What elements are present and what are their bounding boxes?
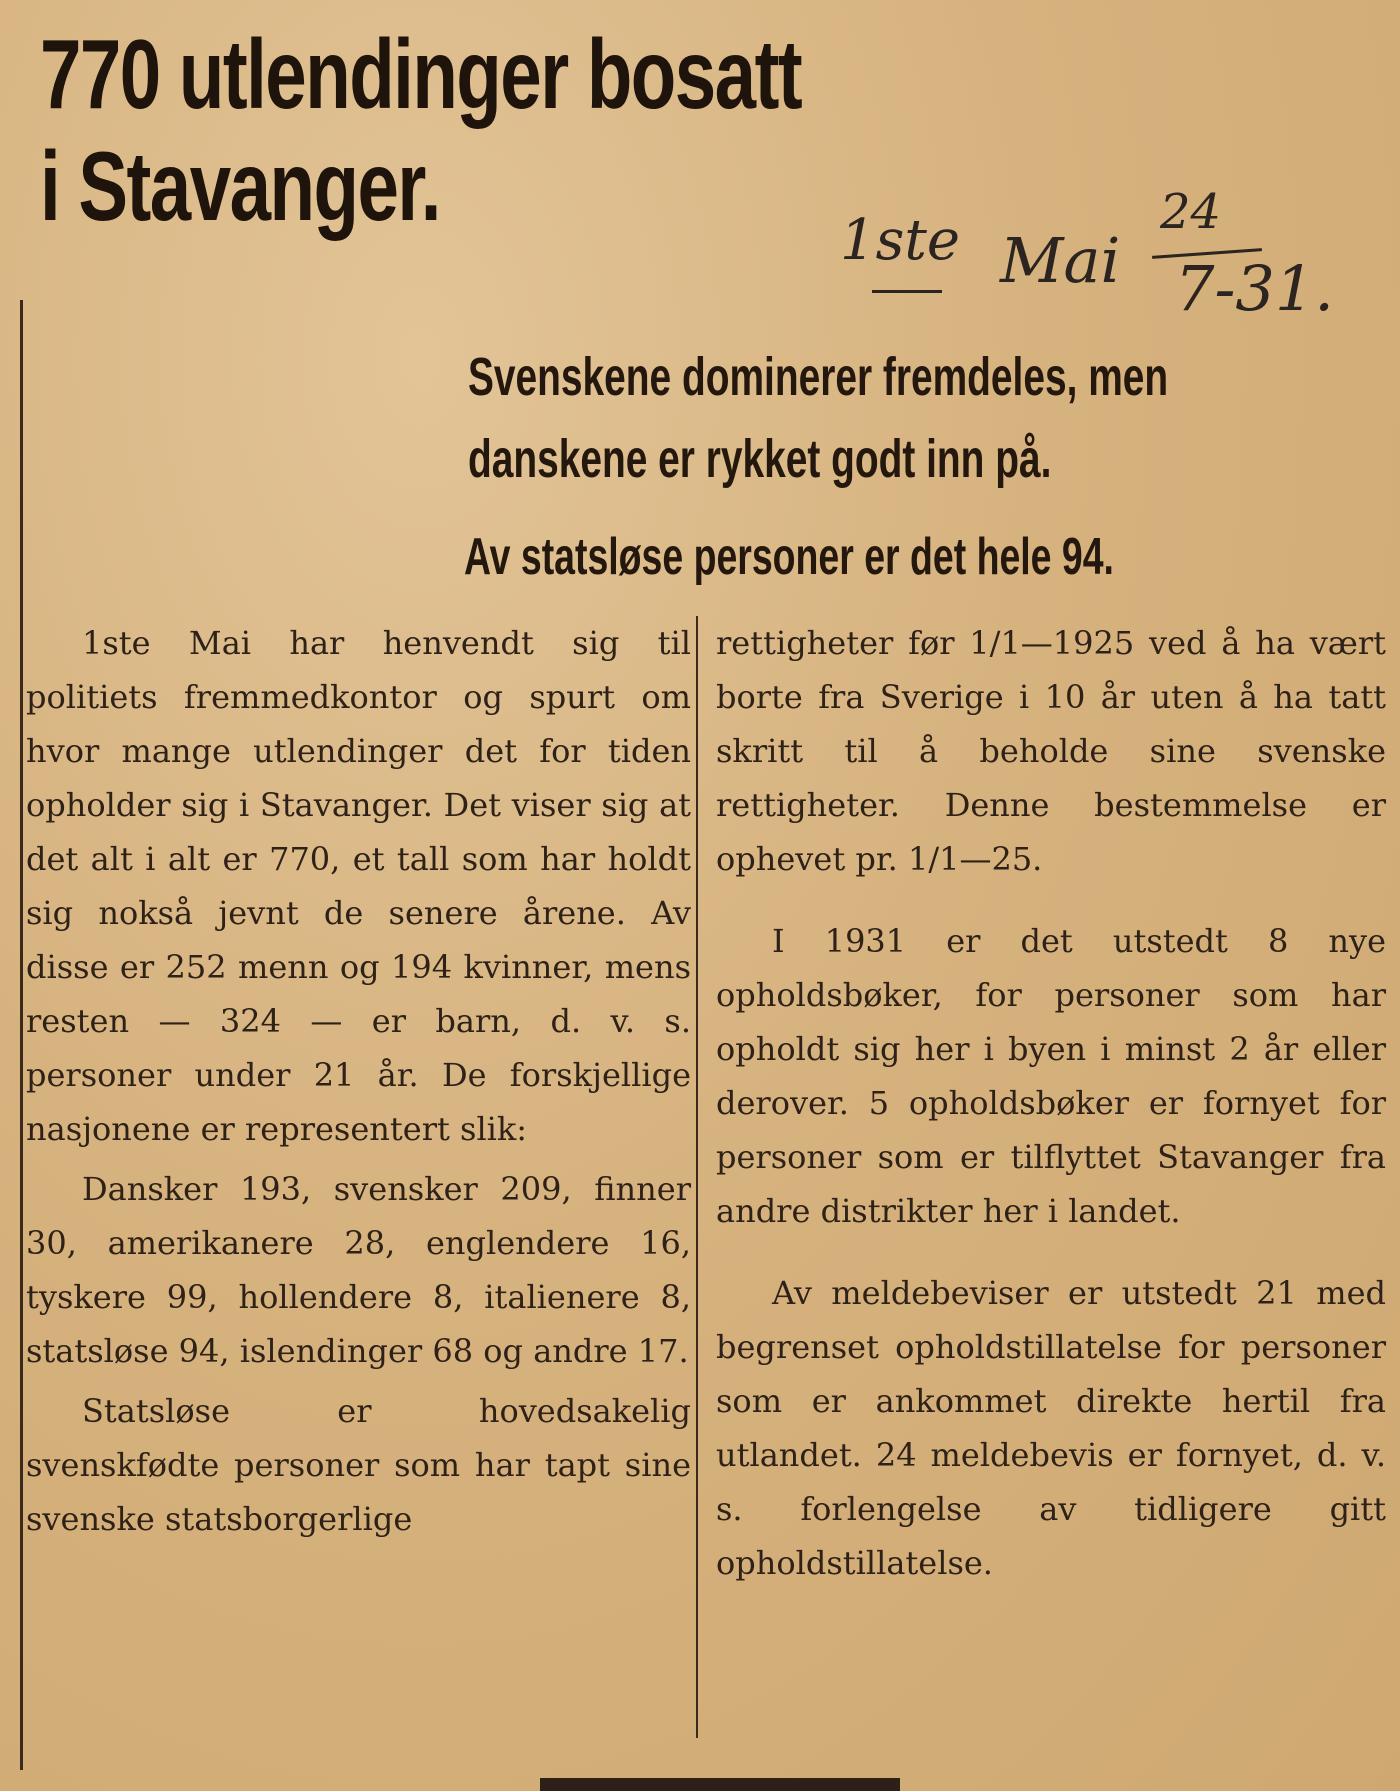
headline: [40, 18, 801, 242]
article-paragraph: Dansker 193, svensker 209, finner 30, amerikanere 28, englendere 16, tyskere 99, hollendere 8, italienere 8, statsløse 94, islendinger 68 og andre 17.: [26, 1170, 691, 1370]
handwritten-underline: [872, 290, 942, 293]
column-divider: [696, 616, 698, 1738]
handwritten-note-part-1: 1ste: [840, 208, 961, 273]
article-column-left: [26, 616, 691, 1552]
subheadline-2: Av statsløse personer er det hele 94.: [464, 528, 1114, 586]
handwritten-date-note: [830, 184, 1360, 340]
bottom-rule: [540, 1778, 900, 1791]
subheadline-line-2: danskene er rykket godt inn på.: [468, 429, 1052, 489]
handwritten-note-part-3: 24: [1160, 184, 1222, 240]
article-paragraph: Av meldebeviser er utstedt 21 med begrenset opholdstillatelse for personer som er ankommet direkte hertil fra utlandet. 24 meldebevis er fornyet, d. v. s. forlengelse av tidligere gitt opholdstillatelse.: [716, 1274, 1386, 1582]
article-paragraph: Statsløse er hovedsakelig svenskfødte personer som har tapt sine svenske statsborgerlige: [26, 1392, 691, 1538]
article-paragraph: I 1931 er det utstedt 8 nye opholdsbøker, for personer som har opholdt sig her i byen i minst 2 år eller derover. 5 opholdsbøker er fornyet for personer som er tilflyttet Stavanger fra andre distrikter her i landet.: [716, 922, 1386, 1230]
subheadline: [468, 336, 1168, 500]
handwritten-note-part-4: 7-31.: [1175, 252, 1334, 325]
subheadline-line-1: Svenskene dominerer fremdeles, men: [468, 347, 1169, 407]
left-border-rule: [20, 300, 23, 1770]
article-paragraph: 1ste Mai har henvendt sig til politiets fremmedkontor og spurt om hvor mange utlendinger det for tiden opholder sig i Stavanger. Det viser sig at det alt i alt er 770, et tall som har holdt sig nokså jevnt de senere årene. Av disse er 252 menn og 194 kvinner, mens resten — 324 — er barn, d. v. s. personer under 21 år. De forskjellige nasjonene er representert slik:: [26, 624, 691, 1148]
headline-line-2: i Stavanger.: [40, 131, 440, 241]
article-paragraph: rettigheter før 1/1—1925 ved å ha vært borte fra Sverige i 10 år uten å ha tatt skritt til å beholde sine svenske rettigheter. Denne bestemmelse er ophevet pr. 1/1—25.: [716, 624, 1386, 878]
article-column-right: [716, 616, 1386, 1618]
handwritten-note-part-2: Mai: [1000, 224, 1121, 297]
headline-line-1: 770 utlendinger bosatt: [40, 19, 802, 129]
